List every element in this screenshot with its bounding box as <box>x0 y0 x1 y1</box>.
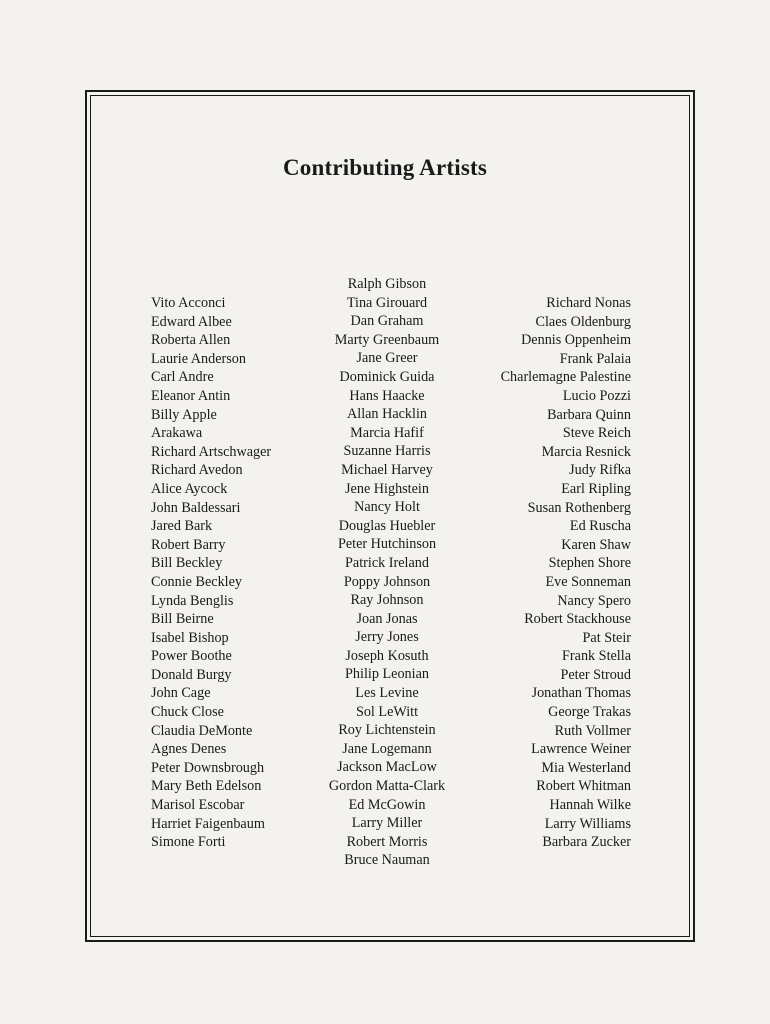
artist-name: Harriet Faigenbaum <box>151 815 265 832</box>
artist-name: Marisol Escobar <box>151 797 245 814</box>
artist-name: Claudia DeMonte <box>151 722 253 739</box>
artist-name: Stephen Shore <box>548 555 631 572</box>
artist-name: Suzanne Harris <box>343 443 431 460</box>
artist-name: Larry Miller <box>351 815 423 832</box>
artist-name: Richard Artschwager <box>151 443 272 460</box>
artist-name: Steve Reich <box>562 425 631 442</box>
artist-name: Marcia Resnick <box>541 443 631 460</box>
artist-name: George Trakas <box>548 704 631 721</box>
artist-name: Pat Steir <box>582 629 631 646</box>
artist-name: Vito Acconci <box>151 295 226 311</box>
artist-name: Karen Shaw <box>561 536 631 553</box>
artist-name: Dennis Oppenheim <box>521 332 631 349</box>
artist-name: Jonathan Thomas <box>531 685 631 702</box>
artist-name: Alice Aycock <box>151 480 228 497</box>
artist-name: Allan Hacklin <box>347 406 427 423</box>
artist-name: Jared Bark <box>151 518 213 535</box>
artist-name: Peter Stroud <box>560 666 631 683</box>
artist-name: Roberta Allen <box>151 332 231 349</box>
page-title: Contributing Artists <box>283 155 487 180</box>
artist-name: Earl Ripling <box>561 480 631 497</box>
artist-name: Ruth Vollmer <box>554 722 631 739</box>
artist-name: Dominick Guida <box>339 368 435 385</box>
artist-name: Billy Apple <box>151 406 217 423</box>
artist-name: Mia Westerland <box>541 759 631 776</box>
artist-name: John Baldessari <box>151 499 241 516</box>
artist-name: Poppy Johnson <box>343 573 431 590</box>
artist-name: Lynda Benglis <box>151 592 234 609</box>
artist-name: Marty Greenbaum <box>334 331 440 348</box>
artist-name: John Cage <box>151 685 211 702</box>
artist-name: Ray Johnson <box>350 592 424 609</box>
artist-name: Robert Morris <box>346 833 428 850</box>
artist-name: Bruce Nauman <box>344 852 430 869</box>
artist-name: Hans Haacke <box>349 387 425 404</box>
artist-name: Joan Jonas <box>356 610 418 627</box>
artist-name: Arakawa <box>151 425 203 442</box>
artist-name: Eleanor Antin <box>151 387 231 404</box>
artist-name: Nancy Spero <box>557 592 631 609</box>
artist-name: Ralph Gibson <box>347 276 427 292</box>
artist-name: Carl Andre <box>151 369 214 386</box>
artist-name: Connie Beckley <box>151 573 243 590</box>
artist-name: Ed Ruscha <box>569 518 631 535</box>
artist-name: Joseph Kosuth <box>345 647 429 664</box>
artist-name: Patrick Ireland <box>345 554 429 571</box>
artist-column-middle <box>308 275 466 870</box>
artist-name: Barbara Quinn <box>547 406 631 423</box>
artist-name: Jene Highstein <box>345 480 429 497</box>
artist-name: Edward Albee <box>151 313 232 330</box>
artist-name: Bill Beckley <box>151 555 223 572</box>
artist-name: Nancy Holt <box>354 499 420 516</box>
artist-name: Richard Nonas <box>546 295 631 311</box>
artist-column-left <box>151 294 271 852</box>
artist-name: Barbara Zucker <box>542 834 631 851</box>
artist-name: Larry Williams <box>544 815 631 832</box>
artist-name: Mary Beth Edelson <box>151 778 262 795</box>
artist-name: Lucio Pozzi <box>562 387 631 404</box>
artist-name: Judy Rifka <box>569 462 631 479</box>
artist-name: Les Levine <box>355 685 419 702</box>
artist-name: Eve Sonneman <box>545 573 631 590</box>
artist-name: Douglas Huebler <box>338 517 436 534</box>
artist-name: Peter Downsbrough <box>151 759 265 776</box>
artist-name: Claes Oldenburg <box>535 313 631 330</box>
artist-name: Robert Whitman <box>536 778 631 795</box>
artist-name: Charlemagne Palestine <box>500 369 631 386</box>
artist-name: Agnes Denes <box>151 741 227 758</box>
artist-name: Dan Graham <box>350 313 424 330</box>
artist-name: Isabel Bishop <box>151 629 229 646</box>
artist-name: Tina Girouard <box>346 294 428 311</box>
artist-name: Ed McGowin <box>348 796 426 813</box>
artist-name: Sol LeWitt <box>355 703 419 720</box>
artist-name: Roy Lichtenstein <box>338 722 436 739</box>
artist-name: Richard Avedon <box>151 462 243 479</box>
artist-name: Jackson MacLow <box>337 759 437 776</box>
artist-name: Robert Barry <box>151 536 226 553</box>
artist-name: Jane Logemann <box>342 740 432 757</box>
artist-column-right <box>470 294 631 852</box>
artist-name: Chuck Close <box>151 704 224 721</box>
artist-name: Simone Forti <box>151 834 226 851</box>
artist-name: Marcia Hafif <box>350 424 424 441</box>
artist-name: Power Boothe <box>151 648 232 665</box>
artist-name: Frank Palaia <box>559 350 631 367</box>
artist-name: Gordon Matta-Clark <box>328 778 446 795</box>
artist-name: Laurie Anderson <box>151 350 246 367</box>
artist-name: Philip Leonian <box>345 666 429 683</box>
artist-name: Jerry Jones <box>355 629 419 646</box>
artist-name: Peter Hutchinson <box>337 536 437 553</box>
artist-name: Susan Rothenberg <box>527 499 631 516</box>
artist-name: Donald Burgy <box>151 666 232 683</box>
artist-name: Hannah Wilke <box>549 797 631 814</box>
artist-name: Bill Beirne <box>151 611 214 628</box>
artist-name: Robert Stackhouse <box>524 611 631 628</box>
artist-name: Lawrence Weiner <box>531 741 631 758</box>
artist-name: Frank Stella <box>562 648 631 665</box>
artist-name: Jane Greer <box>356 350 418 367</box>
artist-name: Michael Harvey <box>341 461 433 478</box>
